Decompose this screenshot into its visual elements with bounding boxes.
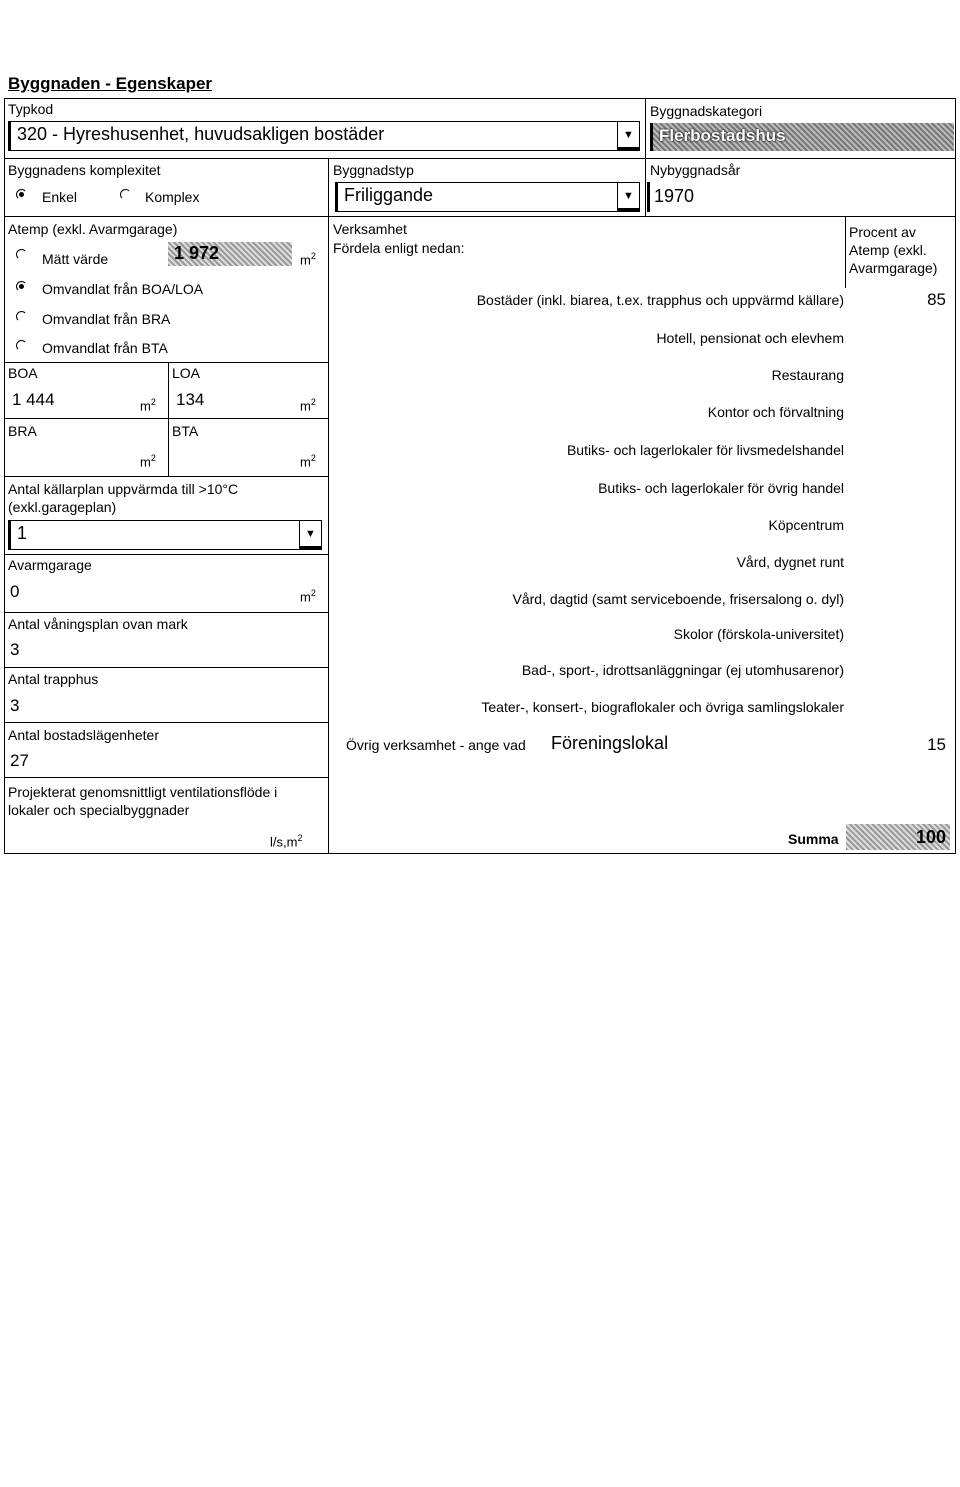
field-edge xyxy=(647,182,650,212)
activity-row-label: Bostäder (inkl. biarea, t.ex. trapphus och uppvärmd källare) xyxy=(476,292,844,308)
divider xyxy=(845,216,846,288)
avarmgarage-unit: $m^2$ xyxy=(300,588,316,605)
trapphus-label: Antal trapphus xyxy=(8,671,99,687)
avarmgarage-value[interactable]: 0 xyxy=(10,582,20,601)
boa-value[interactable]: 1 444 xyxy=(12,390,55,409)
divider xyxy=(4,476,328,477)
atemp-unit: $m^2$ xyxy=(300,251,316,268)
divider xyxy=(4,722,328,723)
pct-header: Procent av Atemp (exkl. Avarmgarage) xyxy=(849,224,938,276)
bta-label: BTA xyxy=(172,423,199,439)
summa-label: Summa xyxy=(788,831,839,847)
radio-label-boa-loa: Omvandlat från BOA/LOA xyxy=(42,281,204,297)
kategori-label: Byggnadskategori xyxy=(650,103,763,119)
loa-label: LOA xyxy=(172,365,201,381)
radio-label-enkel: Enkel xyxy=(42,189,78,205)
typkod-label: Typkod xyxy=(8,101,54,117)
activity-row-label: Hotell, pensionat och elevhem xyxy=(656,330,844,346)
radio-icon[interactable] xyxy=(16,189,27,200)
activity-row-label: Kontor och förvaltning xyxy=(707,404,844,420)
radio-icon[interactable] xyxy=(16,281,27,292)
activity-row-label: Butiks- och lagerlokaler för livsmedelshandel xyxy=(566,442,844,458)
nybyggnadsar-label: Nybyggnadsår xyxy=(650,162,741,178)
activity-row-pct[interactable]: 85 xyxy=(927,290,946,309)
trapphus-value[interactable]: 3 xyxy=(10,696,20,715)
lagenheter-label: Antal bostadslägenheter xyxy=(8,727,159,743)
boa-label: BOA xyxy=(8,365,38,381)
radio-label-matt: Mätt värde xyxy=(42,251,109,267)
chevron-down-icon[interactable]: ▼ xyxy=(617,122,639,150)
byggnadstyp-select[interactable] xyxy=(335,182,640,212)
lagenheter-value[interactable]: 27 xyxy=(10,751,29,770)
activity-row-label: Köpcentrum xyxy=(768,517,844,533)
chevron-down-icon[interactable]: ▼ xyxy=(299,521,321,549)
ovrig-value[interactable]: Föreningslokal xyxy=(551,733,669,753)
typkod-value: 320 - Hyreshusenhet, huvudsakligen bostäder xyxy=(17,124,385,144)
byggnadstyp-value: Friliggande xyxy=(344,185,434,205)
ventilation-label: Projekterat genomsnittligt ventilationsflöde i lokaler och specialbyggnader xyxy=(8,784,278,818)
kallarplan-select[interactable] xyxy=(8,520,322,550)
divider xyxy=(328,158,329,854)
divider xyxy=(4,362,328,363)
loa-unit: $m^2$ xyxy=(300,397,316,414)
verksamhet-sublabel: Fördela enligt nedan: xyxy=(333,240,465,256)
radio-icon[interactable] xyxy=(16,311,27,322)
activity-row-label: Vård, dygnet runt xyxy=(736,554,844,570)
vaningsplan-value[interactable]: 3 xyxy=(10,640,20,659)
ventilation-unit: $l/s,m^2$ xyxy=(270,833,303,850)
divider xyxy=(4,554,328,555)
radio-icon[interactable] xyxy=(16,340,27,351)
bta-unit: $m^2$ xyxy=(300,453,316,470)
kallarplan-value: 1 xyxy=(17,523,28,543)
divider xyxy=(168,362,169,476)
typkod-select[interactable] xyxy=(8,121,640,151)
chevron-down-icon[interactable]: ▼ xyxy=(617,183,639,211)
ovrig-pct[interactable]: 15 xyxy=(927,735,946,754)
kategori-value: Flerbostadshus xyxy=(659,126,786,145)
kallarplan-label: Antal källarplan uppvärmda till >10°C (exkl.garageplan) xyxy=(8,481,239,515)
byggnadstyp-label: Byggnadstyp xyxy=(333,162,414,178)
radio-icon[interactable] xyxy=(120,189,131,200)
boa-unit: $m^2$ xyxy=(140,397,156,414)
radio-label-bra: Omvandlat från BRA xyxy=(42,311,171,327)
atemp-label: Atemp (exkl. Avarmgarage) xyxy=(8,221,178,237)
bra-label: BRA xyxy=(8,423,37,439)
radio-label-bta: Omvandlat från BTA xyxy=(42,340,168,356)
divider xyxy=(4,777,328,778)
divider xyxy=(4,612,328,613)
loa-value[interactable]: 134 xyxy=(176,390,205,409)
activity-row-label: Bad-, sport-, idrottsanläggningar (ej utomhusarenor) xyxy=(521,662,844,678)
activity-row-label: Skolor (förskola-universitet) xyxy=(673,626,844,642)
radio-icon[interactable] xyxy=(16,249,27,260)
kategori-field xyxy=(650,123,954,151)
divider xyxy=(645,98,646,216)
avarmgarage-label: Avarmgarage xyxy=(8,557,92,573)
activity-row-label: Teater-, konsert-, biograflokaler och övriga samlingslokaler xyxy=(481,699,844,715)
divider xyxy=(4,667,328,668)
activity-row-label: Vård, dagtid (samt serviceboende, frisersalong o. dyl) xyxy=(512,591,844,607)
komplexitet-label: Byggnadens komplexitet xyxy=(8,162,161,178)
nybyggnadsar-value[interactable]: 1970 xyxy=(654,186,695,206)
activity-row-label: Restaurang xyxy=(771,367,844,383)
bra-unit: $m^2$ xyxy=(140,453,156,470)
atemp-value: 1 972 xyxy=(174,243,220,263)
divider xyxy=(4,418,328,419)
window-title: Byggnaden - Egenskaper xyxy=(8,74,213,93)
summa-value: 100 xyxy=(915,827,946,847)
activity-row-label: Butiks- och lagerlokaler för övrig handel xyxy=(598,480,844,496)
vaningsplan-label: Antal våningsplan ovan mark xyxy=(8,616,188,632)
radio-label-komplex: Komplex xyxy=(145,189,200,205)
verksamhet-label: Verksamhet xyxy=(333,221,407,237)
divider xyxy=(4,158,956,159)
ovrig-label: Övrig verksamhet - ange vad xyxy=(346,737,526,753)
divider xyxy=(4,216,956,217)
